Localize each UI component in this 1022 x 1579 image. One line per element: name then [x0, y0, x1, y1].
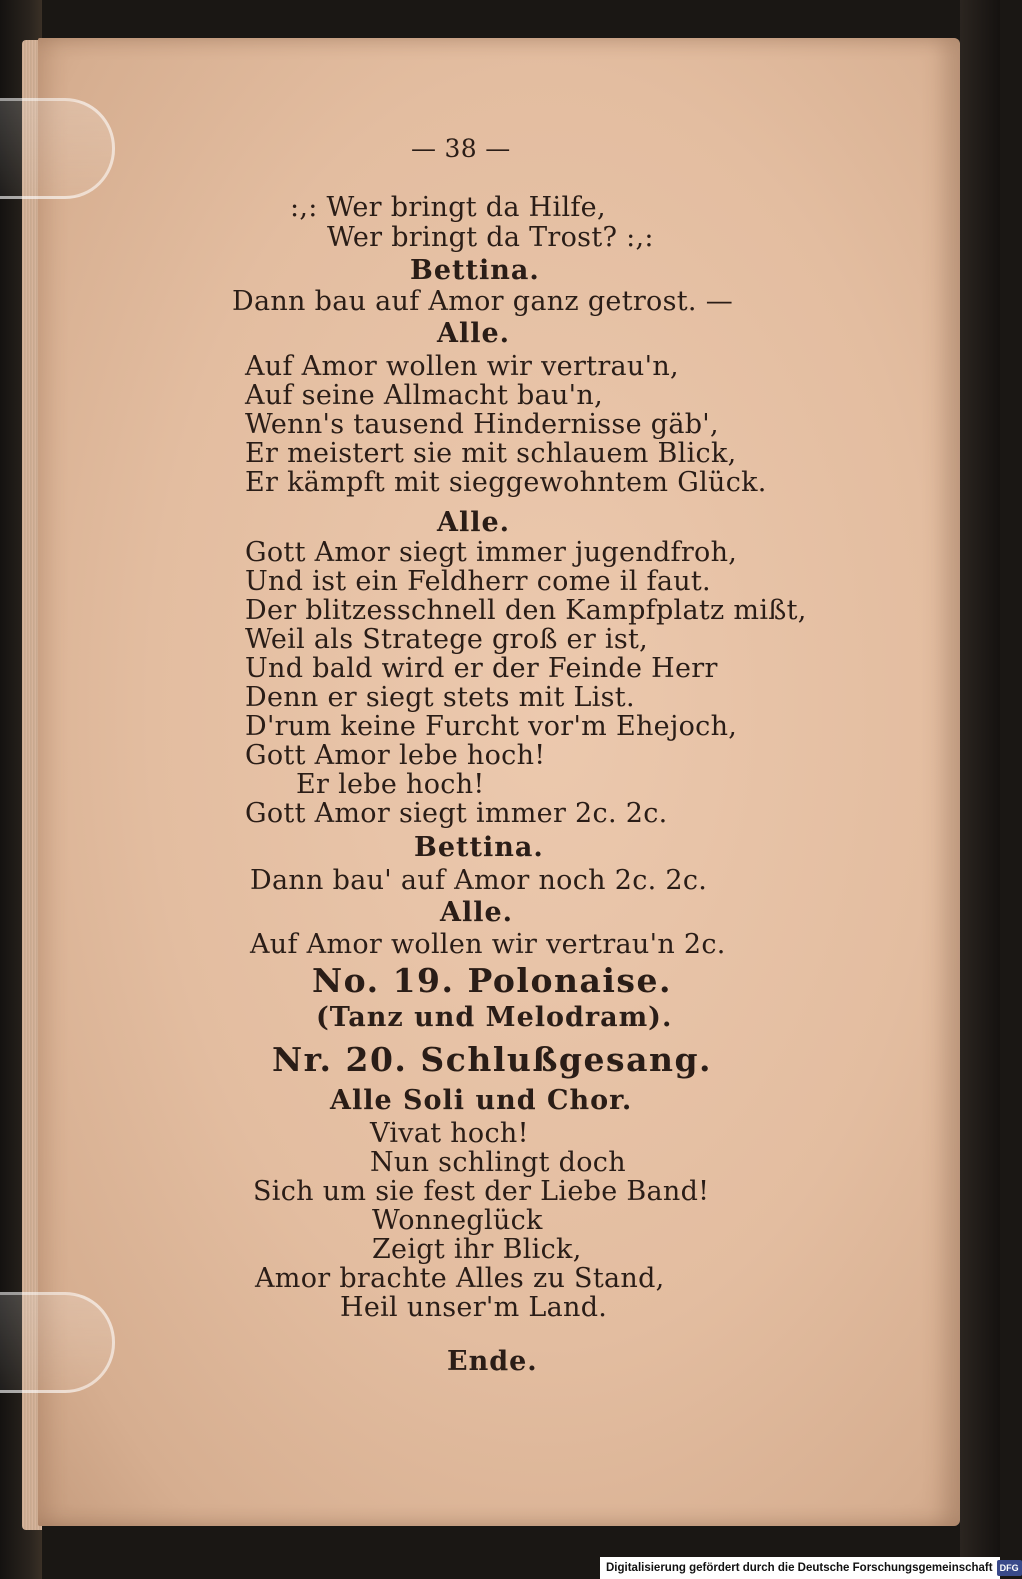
verse-line: Nun schlingt doch	[370, 1147, 626, 1178]
speaker-heading: Bettina.	[410, 255, 540, 286]
dfg-logo-icon: DFG	[997, 1560, 1022, 1576]
verse-line: Dann bau' auf Amor noch 2c. 2c.	[250, 865, 708, 896]
verse-line: Auf Amor wollen wir vertrau'n,	[245, 351, 679, 382]
speaker-heading: Alle Soli und Chor.	[330, 1085, 633, 1116]
end-mark: Ende.	[447, 1346, 538, 1377]
section-title: No. 19. Polonaise.	[312, 961, 672, 1000]
verse-line: Der blitzesschnell den Kampfplatz mißt,	[245, 595, 807, 626]
speaker-heading: Alle.	[440, 897, 514, 928]
verse-line: Wonneglück	[372, 1205, 543, 1236]
verse-line: Sich um sie fest der Liebe Band!	[253, 1176, 710, 1207]
verse-line: Wer bringt da Trost? :,:	[327, 222, 654, 253]
verse-line: Dann bau auf Amor ganz getrost. —	[232, 286, 733, 317]
page-number: — 38 —	[411, 134, 511, 163]
speaker-heading: Alle.	[437, 318, 511, 349]
verse-line: Gott Amor siegt immer jugendfroh,	[245, 537, 738, 568]
verse-line: Und ist ein Feldherr come il faut.	[245, 566, 711, 597]
speaker-heading: Alle.	[437, 507, 511, 538]
dfg-footer	[600, 1557, 1019, 1579]
verse-line: Er meistert sie mit schlauem Blick,	[245, 438, 737, 469]
verse-line: D'rum keine Furcht vor'm Ehejoch,	[245, 711, 738, 742]
verse-line: Er lebe hoch!	[296, 769, 485, 800]
verse-line: Er kämpft mit sieggewohntem Glück.	[245, 467, 767, 498]
verse-line: Vivat hoch!	[370, 1118, 529, 1149]
section-title: Nr. 20. Schlußgesang.	[272, 1040, 713, 1079]
verse-line: Weil als Stratege groß er ist,	[245, 624, 649, 655]
verse-line: Gott Amor siegt immer 2c. 2c.	[245, 798, 668, 829]
verse-line: Auf seine Allmacht bau'n,	[245, 380, 603, 411]
verse-line: Zeigt ihr Blick,	[372, 1234, 582, 1265]
verse-line: Gott Amor lebe hoch!	[245, 740, 546, 771]
verse-line: Auf Amor wollen wir vertrau'n 2c.	[250, 929, 726, 960]
verse-line: :,: Wer bringt da Hilfe,	[290, 192, 606, 223]
verse-line: Und bald wird er der Feinde Herr	[245, 653, 718, 684]
verse-line: Denn er siegt stets mit List.	[245, 682, 635, 713]
verse-line: Heil unser'm Land.	[340, 1292, 608, 1323]
verse-line: Amor brachte Alles zu Stand,	[255, 1263, 665, 1294]
section-subtitle: (Tanz und Melodram).	[316, 1002, 673, 1033]
footer-text: Digitalisierung gefördert durch die Deutsche Forschungsgemeinschaft	[606, 1562, 993, 1574]
verse-line: Wenn's tausend Hindernisse gäb',	[245, 409, 719, 440]
speaker-heading: Bettina.	[414, 832, 544, 863]
